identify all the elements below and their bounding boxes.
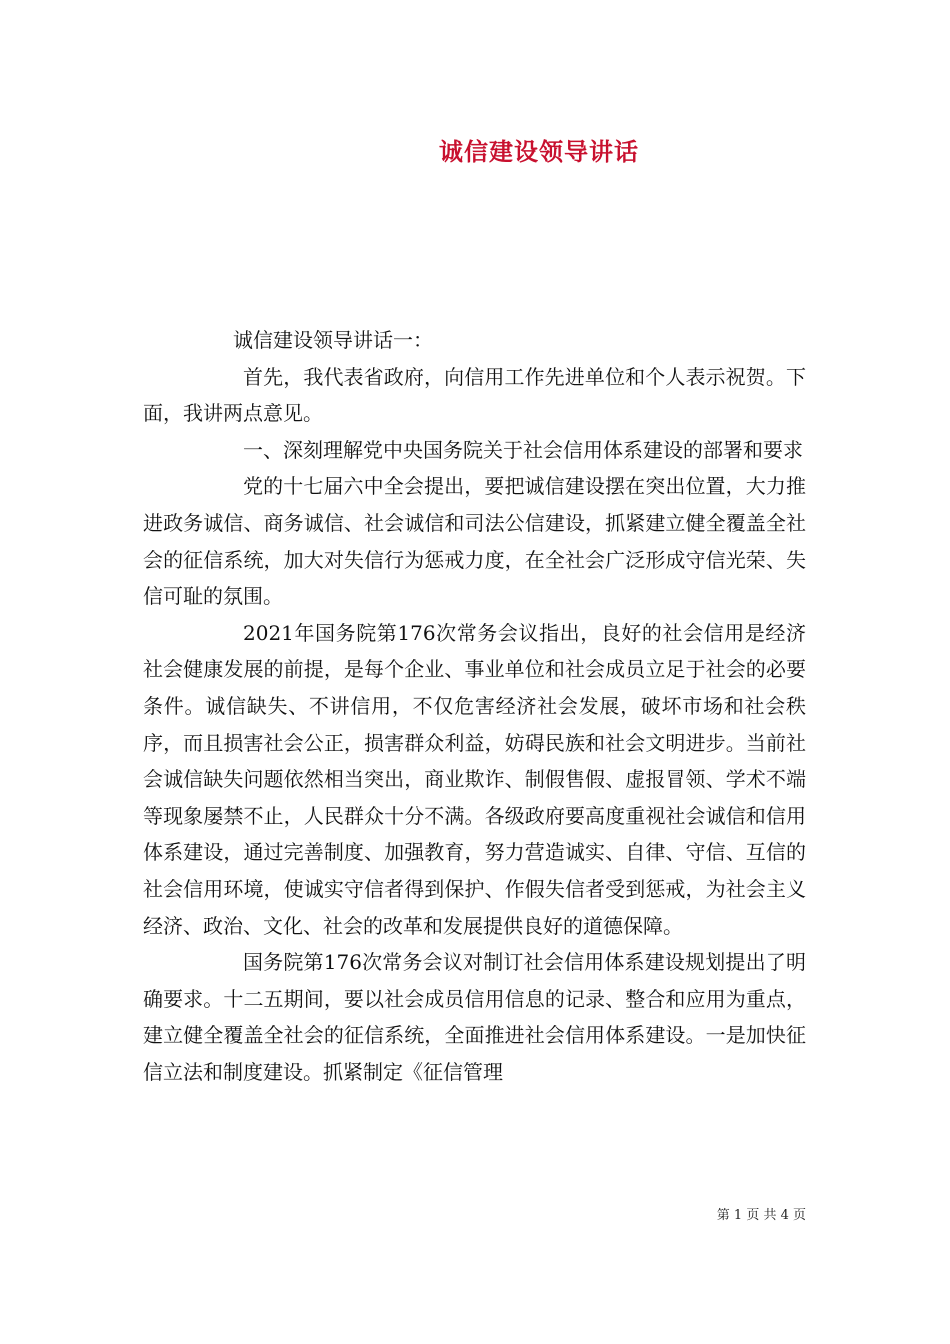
page-number-footer: 第 1 页 共 4 页	[716, 1208, 806, 1223]
paragraph-subhead: 诚信建设领导讲话一：	[233, 328, 433, 352]
document-title: 诚信建设领导讲话	[439, 137, 639, 166]
paragraph-body: 2021年国务院第176次常务会议指出，良好的社会信用是经济社会健康发展的前提，是每个企业、事业单位和社会成员立足于社会的必要条件。诚信缺失、不讲信用，不仅危害经济社会发展，破坏市场和社会秩序，而且损害社会公正，损害群众利益，妨碍民族和社会文明进步。当前社会诚信缺失问题依然相当突出，商业欺诈、制假售假、虚报冒领、学术不端等现象屡禁不止，人民群众十分不满。各级政府要高度重视社会诚信和信用体系建设，通过完善制度、加强教育，努力营造诚实、自律、守信、互信的社会信用环境，使诚实守信者得到保护、作假失信者受到惩戒，为社会主义经济、政治、文化、社会的改革和发展提供良好的道德保障。	[143, 620, 806, 938]
paragraph-greeting: 首先，我代表省政府，向信用工作先进单位和个人表示祝贺。下面，我讲两点意见。	[143, 364, 806, 426]
paragraph-body: 党的十七届六中全会提出，要把诚信建设摆在突出位置，大力推进政务诚信、商务诚信、社会诚信和司法公信建设，抓紧建立健全覆盖全社会的征信系统，加大对失信行为惩戒力度，在全社会广泛形成守信光荣、失信可耻的氛围。	[143, 474, 806, 609]
paragraph-section-heading: 一、深刻理解党中央国务院关于社会信用体系建设的部署和要求	[243, 437, 803, 462]
document-body	[143, 322, 806, 1090]
paragraph-body: 国务院第176次常务会议对制订社会信用体系建设规划提出了明确要求。十二五期间，要以社会成员信用信息的记录、整合和应用为重点，建立健全覆盖全社会的征信系统，全面推进社会信用体系建设。一是加快征信立法和制度建设。抓紧制定《征信管理	[143, 950, 806, 1084]
